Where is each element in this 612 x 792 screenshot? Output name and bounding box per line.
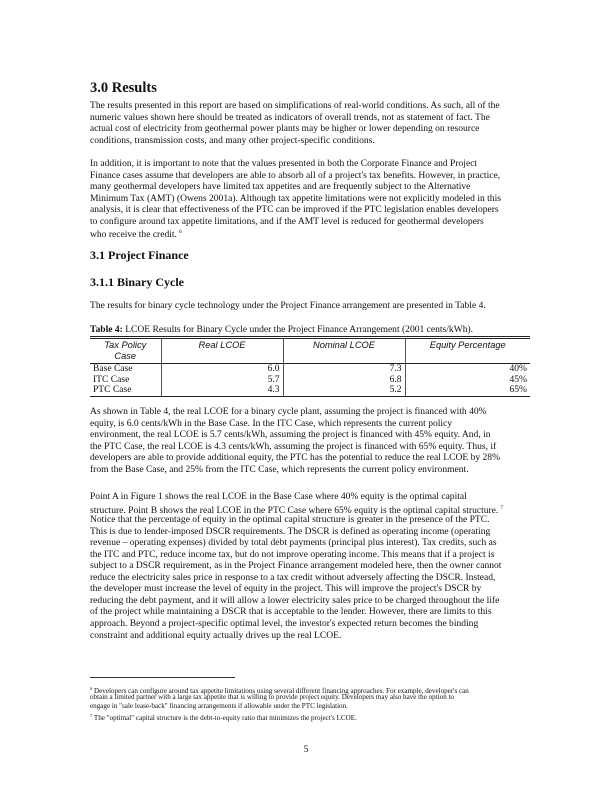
cell: 7.3: [283, 364, 405, 375]
text-line: [90, 227, 501, 239]
table-row: [90, 364, 530, 375]
paragraph-binary-intro: [90, 300, 486, 312]
text-line: [90, 537, 503, 549]
text-line: [90, 595, 503, 607]
text-line-content: of the project while maintaining a DSCR that is acceptable to the lender. However, there are limits to this: [90, 606, 492, 618]
cell: PTC Case: [90, 385, 161, 396]
text-line-content: revenue – operating expenses) divided by total debt payments (principal plus interest). Tax credits, such as: [90, 537, 497, 549]
text-line: [90, 204, 501, 216]
heading-results: 3.0 Results: [90, 80, 157, 96]
footnote-separator: [90, 677, 235, 678]
text-line: [90, 464, 500, 476]
cell: 5.7: [161, 375, 283, 386]
table-header-row: [90, 338, 530, 364]
text-line-content: Minimum Tax (AMT) (Owens 2001a). Although tax appetite limitations were not explicitly modeled in this: [90, 192, 501, 204]
paragraph-table-discussion: [90, 406, 500, 475]
text-line-content: structure. Point B shows the real LCOE in the PTC Case where 65% equity is the optimal capital structure.: [90, 504, 499, 516]
text-line-content: conditions, transmission costs, and many other project-specific conditions.: [90, 134, 375, 146]
footnote-7-line: [90, 711, 469, 723]
text-line: [90, 135, 500, 147]
footnote-6-line: engage in "sale lease-back" financing arrangements if allowable under the PTC legislation.: [90, 702, 348, 711]
text-line-content: Finance cases assume that developers are able to absorb all of a project's tax benefits. However, in practice,: [90, 169, 501, 181]
text-line-content: actual cost of electricity from geothermal power plants may be higher or lower depending on resource: [90, 123, 480, 135]
text-line: [90, 181, 501, 193]
page-number: 5: [303, 744, 309, 755]
text-line-content: from the Base Case, and 25% from the ITC Case, which represents the current policy environment.: [90, 463, 469, 475]
cell: 4.3: [161, 385, 283, 396]
footnotes: [90, 684, 469, 723]
text-line-content: environment, the real LCOE is 5.7 cents/kWh, assuming the project is financed with 45% equity. And, in: [90, 429, 491, 441]
text-line: [90, 526, 503, 538]
text-line-content: equity, is 6.0 cents/kWh in the Base Case. In the ITC Case, which represents the current policy: [90, 417, 453, 429]
text-line: [90, 572, 503, 584]
paragraph-dscr-discussion: [90, 491, 503, 641]
text-line: [90, 429, 500, 441]
text-line-content: reduce the electricity sales price in response to a tax credit without adversely affecting the DSCR. Instead,: [90, 571, 496, 583]
text-line-content: analysis, it is clear that effectiveness of the PTC can be improved if the PTC legislation enables developers: [90, 204, 499, 216]
text-line-content: approach. Beyond a project-specific optimal level, the investor's expected return becomes the binding: [90, 618, 479, 630]
text-line-content: developers are able to provide additional equity, the PTC has the potential to reduce the real LCOE by 28%: [90, 452, 501, 464]
text-line: [90, 452, 500, 464]
table-row: [90, 375, 530, 386]
text-line: [90, 549, 503, 561]
text-line-content: As shown in Table 4, the real LCOE for a binary cycle plant, assuming the project is financed with 40%: [90, 406, 487, 417]
text-line: [90, 630, 503, 642]
table-caption-text: LCOE Results for Binary Cycle under the Project Finance Arrangement (2001 cents/kWh).: [122, 324, 474, 335]
text-line: [90, 112, 500, 124]
paragraph-tax-appetite: [90, 158, 501, 239]
text-line-content: the ITC and PTC, reduce income tax, but do not improve operating income. This means that if a project is: [90, 548, 495, 560]
text-line: [90, 300, 486, 312]
text-line: [90, 583, 503, 595]
text-line-content: The results presented in this report are based on simplifications of real-world conditions. As such, all of the: [90, 100, 500, 111]
text-line: [90, 216, 501, 228]
cell: 5.2: [283, 385, 405, 396]
table-caption: [90, 324, 473, 335]
cell: ITC Case: [93, 373, 130, 385]
cell: 45%: [405, 375, 530, 386]
cell: 65%: [405, 385, 530, 396]
header-tax-policy-case: Tax Policy Case: [90, 338, 161, 364]
text-line: [90, 618, 503, 630]
text-line: [90, 158, 501, 170]
cell: 6.0: [161, 364, 283, 375]
header-nominal-lcoe: Nominal LCOE: [283, 338, 405, 364]
text-line-content: reducing the debt payment, and it will allow a lower electricity sales price to be charged throughout the life: [90, 594, 500, 606]
text-line-content: the PTC Case, the real LCOE is 4.3 cents/kWh, assuming the project is financed with 65% equity. Thus, if: [90, 440, 497, 452]
text-line-content: who receive the credit.: [90, 229, 177, 241]
text-line-content: to configure around tax appetite limitations, and if the AMT level is reduced for geothermal developers: [90, 215, 484, 227]
footnote-reference: 7: [500, 504, 504, 511]
heading-binary-cycle: 3.1.1 Binary Cycle: [90, 275, 184, 289]
text-line: [90, 441, 500, 453]
cell: 40%: [405, 364, 530, 375]
footnote-7-number: 7: [90, 713, 93, 719]
text-line: [90, 491, 503, 503]
text-line: [90, 123, 500, 135]
text-line-content: In addition, it is important to note that the values presented in both the Corporate Finance and Project: [90, 158, 478, 169]
paragraph-results-intro: [90, 100, 500, 146]
text-line: [90, 560, 503, 572]
cell: 6.8: [283, 375, 405, 386]
text-line-content: many geothermal developers have limited tax appetites and are frequently subject to the Alternative: [90, 181, 471, 193]
text-line: [90, 406, 500, 418]
text-line-content: Point A in Figure 1 shows the real LCOE in the Base Case where 40% equity is the optimal capital: [90, 491, 467, 502]
footnote-6-text: Developers can configure around tax appetite limitations using several different financing approaches. For example, developer's can: [92, 687, 469, 695]
footnote-7-text: The "optimal" capital structure is the debt-to-equity ratio that minimizes the project's LCOE.: [92, 714, 357, 723]
header-real-lcoe: Real LCOE: [161, 338, 283, 364]
header-equity-percentage: Equity Percentage: [405, 338, 530, 364]
text-line-content: subject to a DSCR requirement, as in the Project Finance arrangement modeled here, then the owner cannot: [90, 560, 502, 572]
text-line-content: the developer must increase the level of equity in the project. This will improve the project's DSCR by: [90, 583, 482, 595]
footnote-6-number: 6: [90, 686, 93, 691]
text-line-content: Notice that the percentage of equity in the optimal capital structure is greater in the presence of the PTC.: [90, 514, 490, 526]
table-caption-label: Table 4:: [90, 324, 123, 335]
text-line: [90, 503, 503, 515]
footnote-6-line: obtain a limited partner with a large tax appetite that is willing to provide project equity. Developers may also have the option to: [90, 693, 455, 702]
cell: Base Case: [93, 363, 133, 374]
text-line-content: The results for binary cycle technology under the Project Finance arrangement are presented in Table 4.: [90, 300, 486, 311]
lcoe-table: [90, 336, 530, 397]
table-row: [90, 385, 530, 396]
text-line: [90, 193, 501, 205]
text-line-content: numeric values shown here should be treated as indicators of overall trends, not as statement of fact. The: [90, 111, 490, 123]
heading-project-finance: 3.1 Project Finance: [90, 248, 189, 262]
text-line: [90, 418, 500, 430]
text-line: [90, 100, 500, 112]
text-line: [90, 170, 501, 182]
text-line: [90, 514, 503, 526]
text-line-content: This is due to lender-imposed DSCR requirements. The DSCR is defined as operating income (operating: [90, 525, 491, 537]
text-line: [90, 606, 503, 618]
footnote-reference: 6: [178, 229, 182, 236]
text-line-content: constraint and additional equity actually drives up the real LCOE.: [90, 629, 342, 641]
footnote-6-line: [90, 684, 469, 693]
